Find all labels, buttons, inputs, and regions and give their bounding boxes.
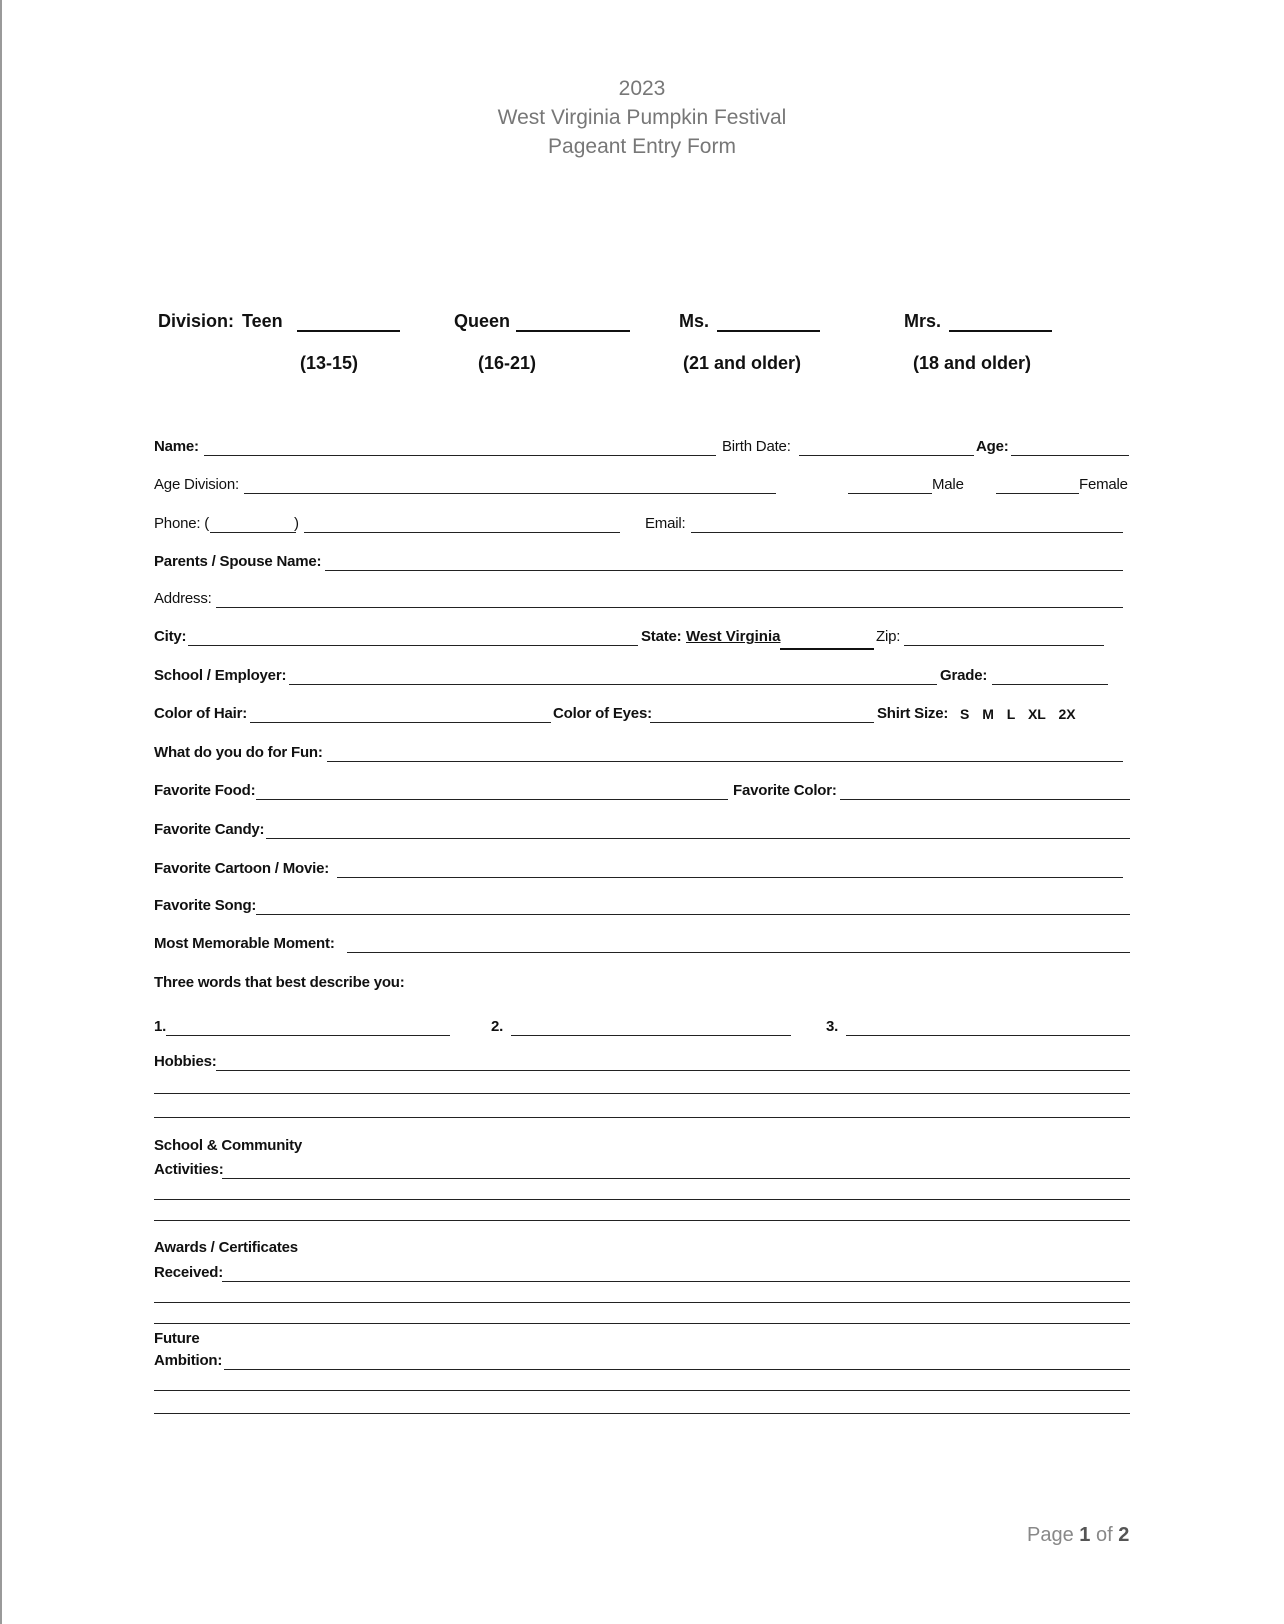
- school-employer-label: School / Employer:: [154, 667, 287, 684]
- address-label: Address:: [154, 590, 212, 607]
- phone-label: Phone: (: [154, 515, 210, 532]
- age-division-field[interactable]: [244, 493, 776, 494]
- school-community-label-line-1: School & Community: [154, 1137, 303, 1154]
- form-year: 2023: [618, 77, 666, 100]
- hobbies-field-line-3[interactable]: [154, 1117, 1130, 1118]
- division-ms-field[interactable]: [717, 330, 820, 332]
- phone-area-code-field[interactable]: [210, 532, 296, 533]
- color-of-hair-field[interactable]: [250, 722, 551, 723]
- form-header: [0, 74, 1284, 161]
- birth-date-label: Birth Date:: [722, 438, 791, 455]
- favorite-candy-label: Favorite Candy:: [154, 821, 265, 838]
- division-mrs-ages: (18 and older): [913, 353, 1032, 373]
- fun-label: What do you do for Fun:: [154, 744, 323, 761]
- favorite-color-label: Favorite Color:: [733, 782, 837, 799]
- page-of: of: [1095, 1524, 1113, 1546]
- city-label: City:: [154, 628, 187, 645]
- female-field[interactable]: [996, 493, 1079, 494]
- state-label: State:: [641, 628, 682, 645]
- future-ambition-field-line-2[interactable]: [154, 1390, 1130, 1391]
- grade-label: Grade:: [940, 667, 988, 684]
- zip-label: Zip:: [876, 628, 901, 645]
- female-label: Female: [1079, 476, 1128, 493]
- school-community-label-line-2: Activities:: [154, 1161, 224, 1178]
- favorite-song-field[interactable]: [256, 914, 1130, 915]
- favorite-cartoon-label: Favorite Cartoon / Movie:: [154, 860, 330, 877]
- color-of-eyes-field[interactable]: [650, 722, 874, 723]
- birth-date-field[interactable]: [799, 455, 974, 456]
- favorite-color-field[interactable]: [840, 799, 1130, 800]
- page-total: 2: [1118, 1524, 1130, 1546]
- form-subtitle: Pageant Entry Form: [548, 135, 736, 158]
- future-label-line-2: Ambition:: [154, 1352, 223, 1369]
- word-3-field[interactable]: [846, 1035, 1130, 1036]
- name-label: Name:: [154, 438, 199, 455]
- age-field[interactable]: [1011, 455, 1129, 456]
- color-of-hair-label: Color of Hair:: [154, 705, 248, 722]
- awards-field-line-1[interactable]: [222, 1281, 1130, 1282]
- division-mrs-label: Mrs.: [904, 311, 942, 331]
- favorite-cartoon-field[interactable]: [337, 877, 1123, 878]
- division-queen-field[interactable]: [516, 330, 630, 332]
- word-3-label: 3.: [826, 1018, 839, 1035]
- word-2-label: 2.: [491, 1018, 504, 1035]
- favorite-food-label: Favorite Food:: [154, 782, 256, 799]
- word-2-field[interactable]: [511, 1035, 791, 1036]
- phone-close-paren: ): [294, 515, 299, 532]
- fun-field[interactable]: [327, 761, 1123, 762]
- state-field[interactable]: [780, 648, 874, 650]
- division-ms-label: Ms.: [679, 311, 710, 331]
- grade-field[interactable]: [992, 684, 1108, 685]
- awards-field-line-3[interactable]: [154, 1323, 1130, 1324]
- city-field[interactable]: [188, 645, 638, 646]
- awards-label-line-1: Awards / Certificates: [154, 1239, 298, 1256]
- division-ms-ages: (21 and older): [683, 353, 802, 373]
- state-value: West Virginia: [686, 628, 781, 645]
- memorable-moment-label: Most Memorable Moment:: [154, 935, 335, 952]
- favorite-food-field[interactable]: [256, 799, 728, 800]
- email-field[interactable]: [691, 532, 1123, 533]
- division-teen-label: Teen: [242, 311, 283, 331]
- awards-label-line-2: Received:: [154, 1264, 224, 1281]
- age-label: Age:: [976, 438, 1009, 455]
- division-label: Division:: [158, 311, 235, 331]
- favorite-song-label: Favorite Song:: [154, 897, 257, 914]
- future-label-line-1: Future: [154, 1330, 200, 1347]
- three-words-label: Three words that best describe you:: [154, 974, 405, 991]
- future-ambition-field-line-1[interactable]: [224, 1369, 1130, 1370]
- favorite-candy-field[interactable]: [266, 838, 1130, 839]
- shirt-size-options[interactable]: S M L XL 2X: [960, 706, 1076, 722]
- school-community-field-line-1[interactable]: [222, 1178, 1130, 1179]
- page-number: [1027, 1524, 1129, 1547]
- page-word: Page: [1027, 1524, 1074, 1546]
- address-field[interactable]: [216, 607, 1123, 608]
- word-1-field[interactable]: [166, 1035, 450, 1036]
- age-division-label: Age Division:: [154, 476, 239, 493]
- form-title: West Virginia Pumpkin Festival: [497, 106, 787, 129]
- name-field[interactable]: [204, 455, 716, 456]
- word-1-label: 1.: [154, 1018, 167, 1035]
- memorable-moment-field[interactable]: [347, 952, 1130, 953]
- division-teen-field[interactable]: [297, 330, 400, 332]
- page-current: 1: [1079, 1524, 1091, 1546]
- awards-field-line-2[interactable]: [154, 1302, 1130, 1303]
- email-label: Email:: [645, 515, 686, 532]
- page-edge: [0, 0, 2, 1624]
- parents-spouse-field[interactable]: [325, 570, 1123, 571]
- division-teen-ages: (13-15): [300, 353, 359, 373]
- school-employer-field[interactable]: [289, 684, 937, 685]
- hobbies-field-line-2[interactable]: [154, 1093, 1130, 1094]
- division-mrs-field[interactable]: [949, 330, 1052, 332]
- shirt-size-label: Shirt Size:: [877, 705, 949, 722]
- school-community-field-line-2[interactable]: [154, 1199, 1130, 1200]
- phone-number-field[interactable]: [304, 532, 620, 533]
- hobbies-label: Hobbies:: [154, 1053, 217, 1070]
- hobbies-field-line-1[interactable]: [216, 1070, 1130, 1071]
- parents-spouse-label: Parents / Spouse Name:: [154, 553, 322, 570]
- school-community-field-line-3[interactable]: [154, 1220, 1130, 1221]
- division-queen-label: Queen: [454, 311, 511, 331]
- color-of-eyes-label: Color of Eyes:: [553, 705, 652, 722]
- male-label: Male: [932, 476, 964, 493]
- zip-field[interactable]: [904, 645, 1104, 646]
- division-queen-ages: (16-21): [478, 353, 537, 373]
- male-field[interactable]: [848, 493, 932, 494]
- future-ambition-field-line-3[interactable]: [154, 1413, 1130, 1414]
